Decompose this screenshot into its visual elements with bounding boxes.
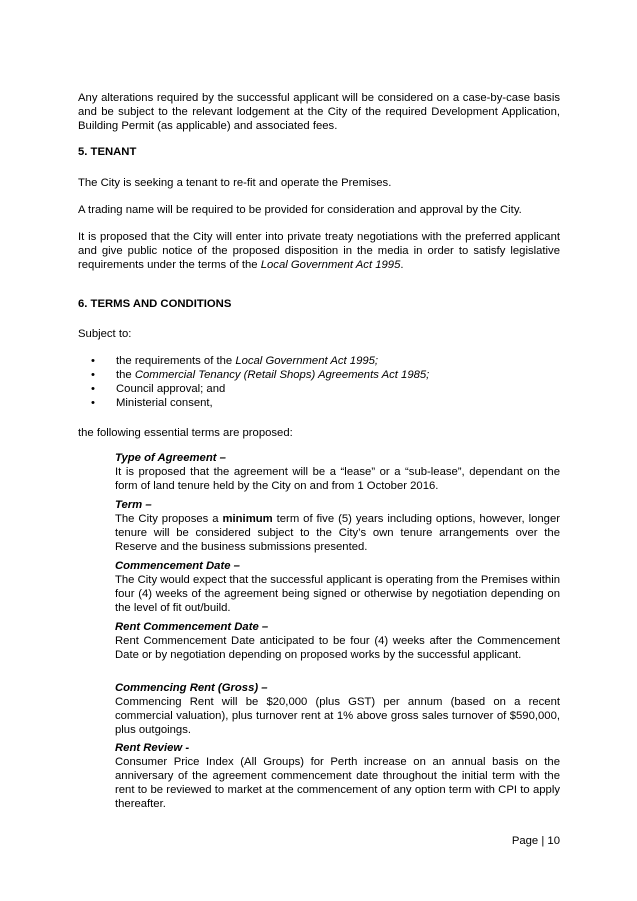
p3-text: It is proposed that the City will enter into private treaty negotiations with the preferred applicant and give public notice of the proposed disposition in the media in order to satisfy legislative requirements under the terms of the [78,231,560,271]
section-5-paragraph-2: A trading name will be required to be provided for consideration and approval by the City. [78,204,522,216]
list-item: • Council approval; and [78,382,560,396]
page-number: Page | 10 [511,835,560,847]
term-term [115,498,560,554]
term-title: Rent Review - [115,742,190,754]
term-body: Rent Commencement Date anticipated to be four (4) weeks after the Commencement Date or by negotiation depending on proposed works by the successful applicant. [115,635,560,661]
term-commencement-date [115,559,560,615]
term-rent-commencement-date [115,620,560,662]
term-type-of-agreement [115,451,560,493]
following-terms-label: the following essential terms are proposed: [78,427,293,439]
subject-to-label: Subject to: [78,328,132,340]
term-rent-review [115,741,560,811]
section-5-heading: 5. TENANT [78,146,137,158]
term-commencing-rent [115,681,560,737]
list-item: • the requirements of the Local Government Act 1995; [78,354,560,368]
term-title: Rent Commencement Date – [115,621,269,633]
conditions-list [78,354,560,410]
term-title: Term – [115,499,152,511]
list-item: • Ministerial consent, [78,396,560,410]
list-item: • the Commercial Tenancy (Retail Shops) Agreements Act 1985; [78,368,560,382]
section-5-paragraph-1: The City is seeking a tenant to re-fit and operate the Premises. [78,177,392,189]
p3-act-name: Local Government Act 1995 [260,259,401,271]
term-title: Commencement Date – [115,560,240,572]
term-body: The City would expect that the successful applicant is operating from the Premises within four (4) weeks of the agreement being signed or otherwise by negotiation depending on the level of fit out/build. [115,574,560,614]
term-body: The City proposes a minimum term of five (5) years including options, however, longer tenure will be considered subject to the City’s own tenure arrangements over the Reserve and the business submissions presented. [115,513,560,553]
term-title: Type of Agreement – [115,452,226,464]
term-body: It is proposed that the agreement will be a “lease” or a “sub-lease”, dependant on the form of land tenure held by the City on and from 1 October 2016. [115,466,560,492]
term-title: Commencing Rent (Gross) – [115,682,268,694]
term-body: Commencing Rent will be $20,000 (plus GST) per annum (based on a recent commercial valuation), plus turnover rent at 1% above gross sales turnover of $590,000, plus outgoings. [115,696,560,736]
section-6-heading: 6. TERMS AND CONDITIONS [78,298,232,310]
term-body: Consumer Price Index (All Groups) for Perth increase on an annual basis on the anniversary of the agreement commencement date throughout the initial term with the rent to be reviewed to market at the commencement of any option term with CPI to apply thereafter. [115,756,560,810]
section-5-paragraph-3 [78,230,560,272]
p3-end: . [400,259,404,271]
intro-paragraph: Any alterations required by the successful applicant will be considered on a case-by-case basis and be subject to the relevant lodgement at the City of the required Development Application, Building Permit (as applicable) and associated fees. [78,92,560,132]
